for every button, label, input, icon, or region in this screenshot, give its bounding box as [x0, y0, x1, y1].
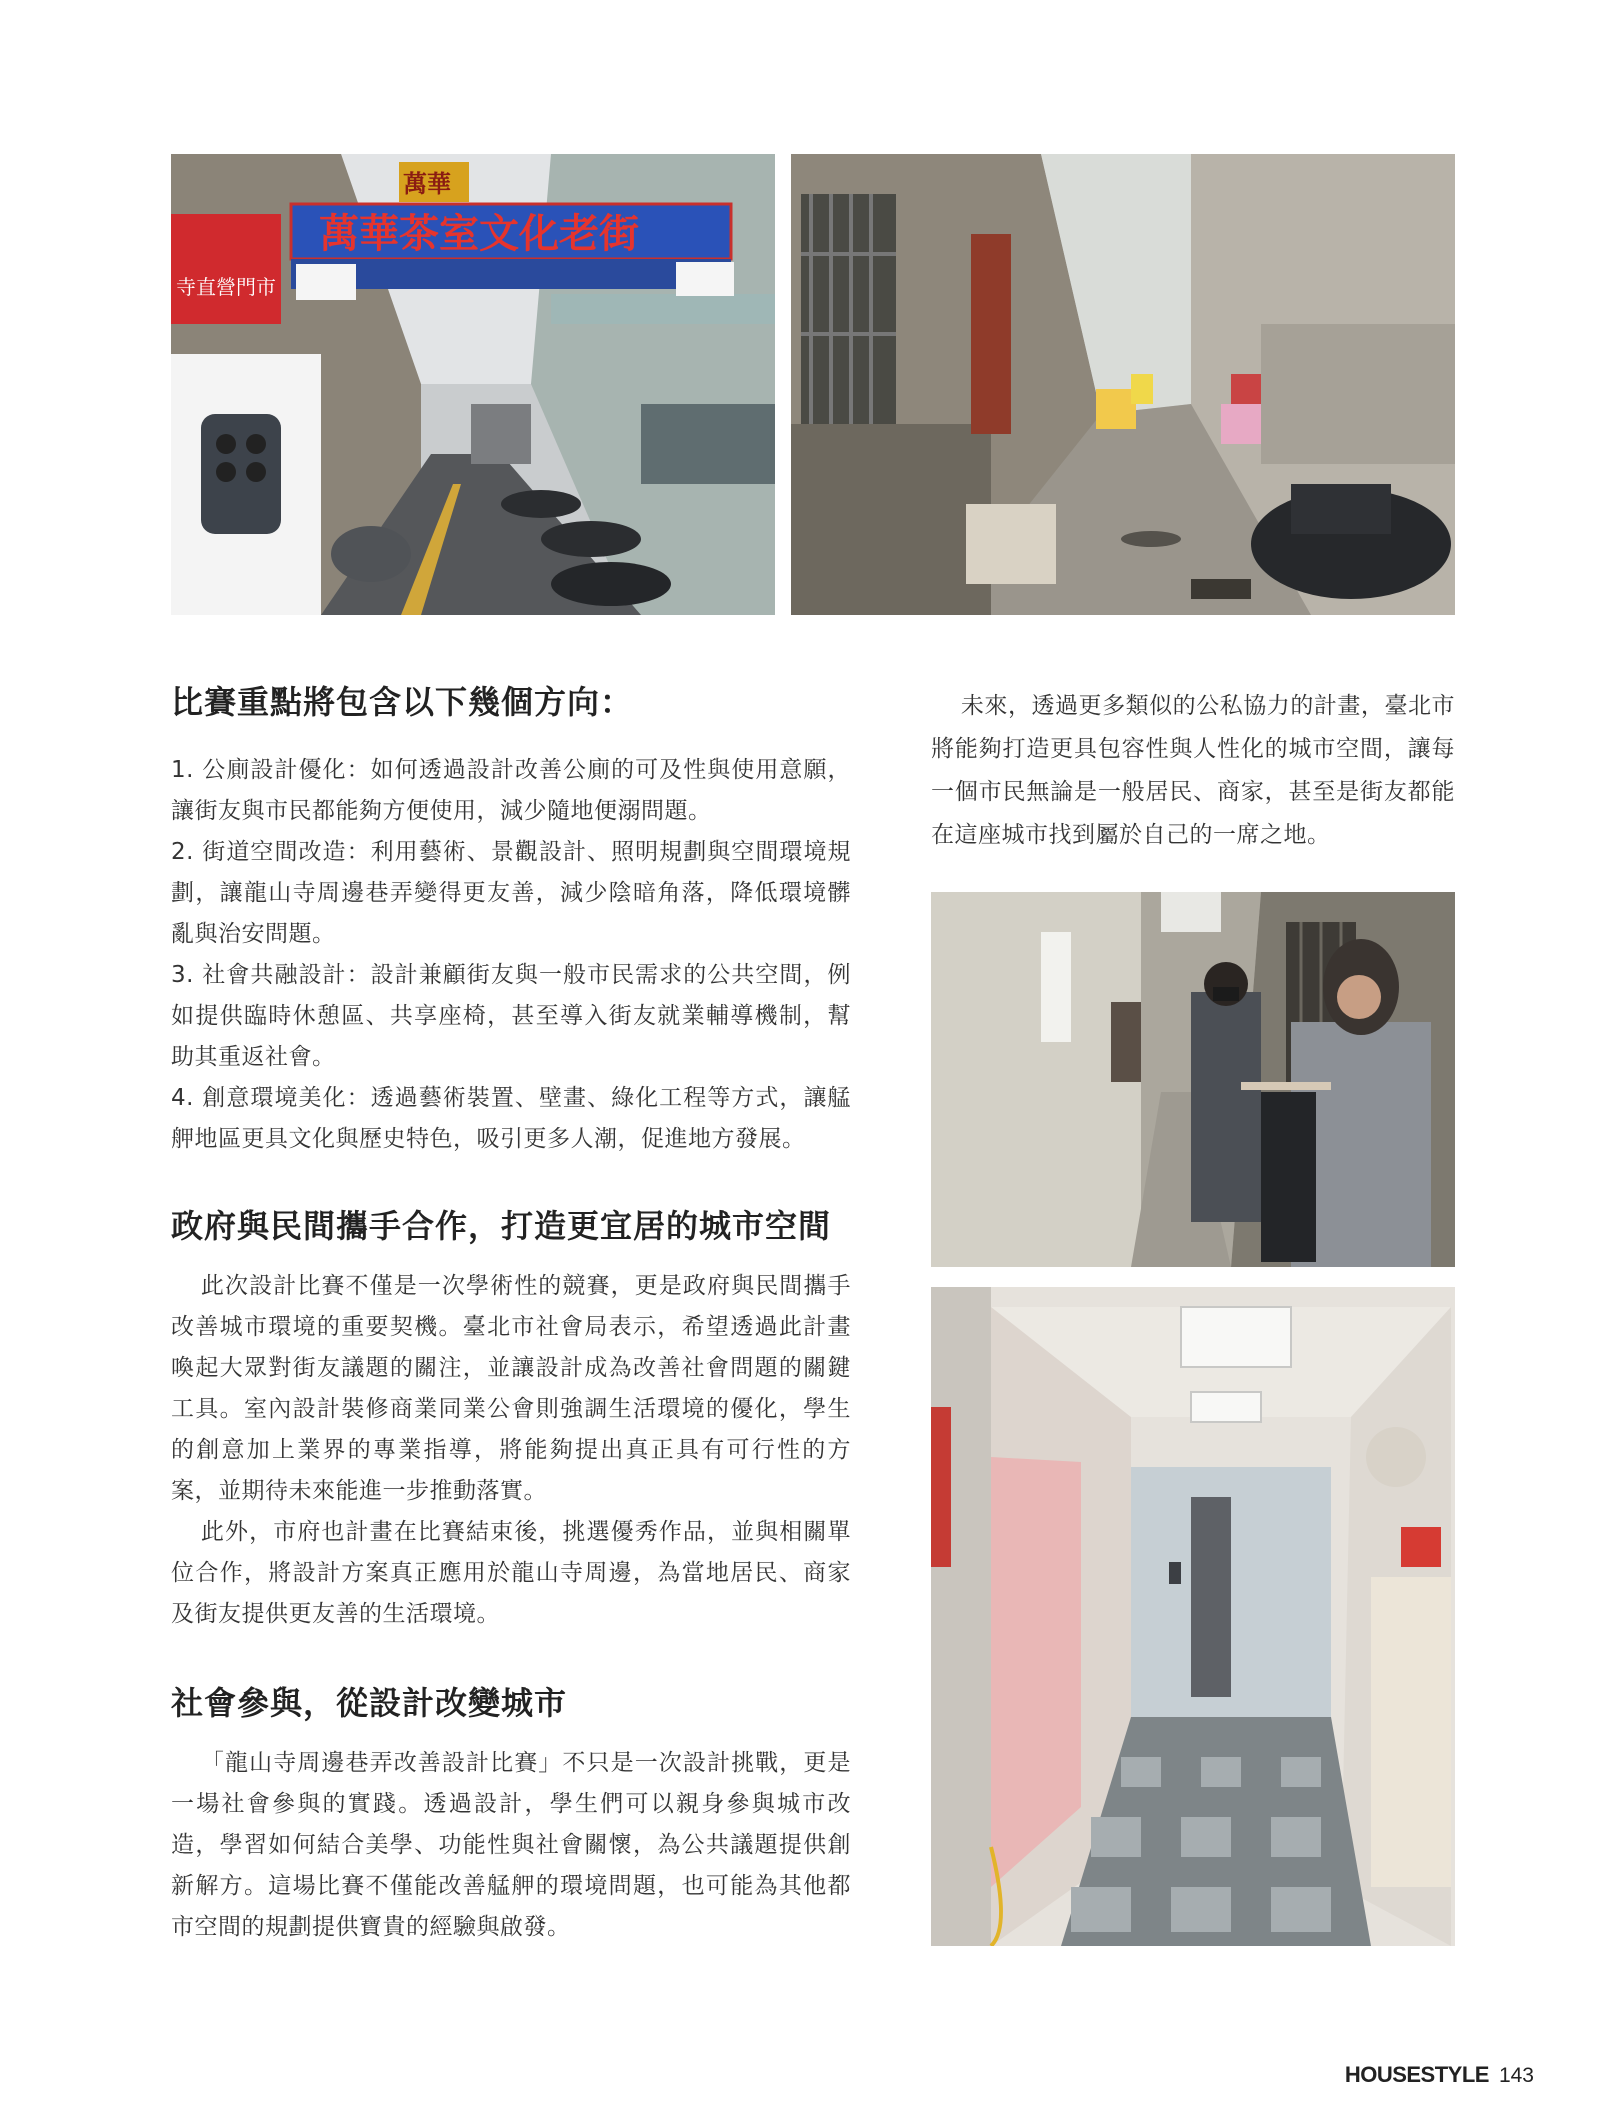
- list-item: 3. 社會共融設計：設計兼顧街友與一般市民需求的公共空間，例如提供臨時休憩區、共享座椅，甚至導入街友就業輔導機制，幫助其重返社會。: [171, 962, 851, 1070]
- sign-left-text: 寺直營門市: [176, 275, 276, 299]
- page-footer: [1345, 2062, 1534, 2088]
- sign-top-text: 萬華: [403, 170, 451, 198]
- section-public-private: [171, 1204, 851, 1635]
- right-column: [931, 685, 1455, 857]
- sign-main-text: 萬華茶室文化老街: [319, 211, 639, 257]
- alley-photo: [791, 154, 1455, 615]
- page-number: 143: [1498, 2064, 1534, 2087]
- body-paragraph: 此外，市府也計畫在比賽結束後，挑選優秀作品，並與相關單位合作，將設計方案真正應用於龍山寺周邊，為當地居民、商家及街友提供更友善的生活環境。: [171, 1519, 851, 1627]
- body-paragraph: 此次設計比賽不僅是一次學術性的競賽，更是政府與民間攜手改善城市環境的重要契機。臺北市社會局表示，希望透過此計畫喚起大眾對街友議題的關注，並讓設計成為改善社會問題的關鍵工具。室內設計裝修商業同業公會則強調生活環境的優化，學生的創意加上業界的專業指導，將能夠提出真正具有可行性的方案，並期待未來能進一步推動落實。: [171, 1273, 851, 1504]
- section-social-participation: [171, 1681, 851, 1948]
- site-visit-photo: [931, 892, 1455, 1267]
- section-heading: 社會參與，從設計改變城市: [171, 1684, 568, 1722]
- magazine-name: HOUSESTYLE: [1344, 2062, 1489, 2087]
- left-column: [171, 680, 851, 1948]
- list-item: 1. 公廁設計優化：如何透過設計改善公廁的可及性與使用意願，讓街友與市民都能夠方便使用，減少隨地便溺問題。: [171, 757, 851, 824]
- section-competition-focus: [171, 680, 851, 1160]
- body-paragraph: 未來，透過更多類似的公私協力的計畫，臺北市將能夠打造更具包容性與人性化的城市空間，讓每一個市民無論是一般居民、商家，甚至是街友都能在這座城市找到屬於自己的一席之地。: [931, 693, 1455, 848]
- list-item: 4. 創意環境美化：透過藝術裝置、壁畫、綠化工程等方式，讓艋舺地區更具文化與歷史特色，吸引更多人潮，促進地方發展。: [171, 1085, 851, 1152]
- list-item: 2. 街道空間改造：利用藝術、景觀設計、照明規劃與空間環境規劃，讓龍山寺周邊巷弄變得更友善，減少陰暗角落，降低環境髒亂與治安問題。: [171, 839, 851, 947]
- restroom-corridor-photo: [931, 1287, 1455, 1946]
- section-heading: 比賽重點將包含以下幾個方向：: [171, 683, 634, 721]
- focus-list: [171, 750, 851, 1160]
- street-gate-photo: [171, 154, 775, 615]
- body-paragraph: 「龍山寺周邊巷弄改善設計比賽」不只是一次設計挑戰，更是一場社會參與的實踐。透過設計，學生們可以親身參與城市改造，學習如何結合美學、功能性與社會關懷，為公共議題提供創新解方。這場比賽不僅能改善艋舺的環境問題，也可能為其他都市空間的規劃提供寶貴的經驗與啟發。: [171, 1750, 851, 1940]
- section-heading: 政府與民間攜手合作，打造更宜居的城市空間: [171, 1207, 832, 1245]
